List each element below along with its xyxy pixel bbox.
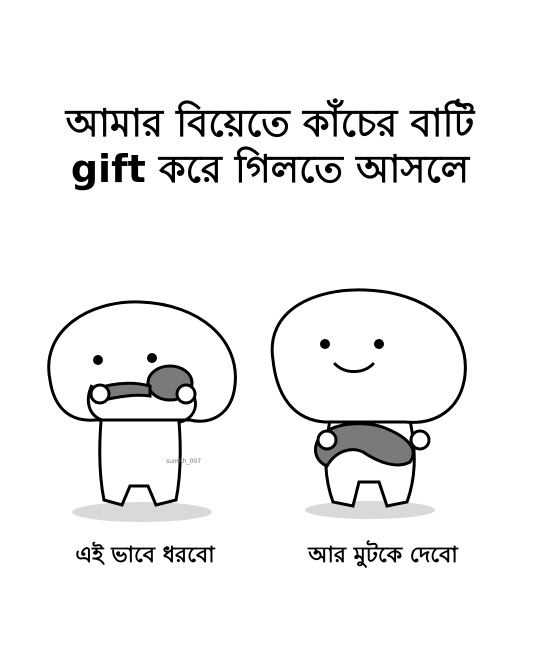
left-eye-right (147, 353, 157, 363)
right-character-illustration (255, 270, 505, 530)
right-head (272, 290, 465, 422)
right-panel-label: আর মুটকে দেবো (308, 543, 458, 568)
caption-line-2: gift করে গিলতে আসলে (70, 147, 470, 191)
meme-caption (0, 100, 540, 192)
right-character-panel (255, 270, 505, 530)
left-hand-right (177, 385, 195, 403)
right-eye-right (374, 339, 384, 349)
right-ground-shadow (305, 501, 435, 519)
caption-line-1: আমার বিয়েতে কাঁচের বাটি (65, 101, 475, 145)
left-hand-left (91, 385, 109, 403)
left-head (49, 302, 236, 421)
left-panel-label: এই ভাবে ধরবো (75, 543, 215, 568)
right-hand-right (411, 431, 429, 449)
right-hand-left (318, 431, 336, 449)
left-eye-left (93, 355, 103, 365)
left-ground-shadow (72, 502, 212, 522)
left-character-panel (40, 290, 250, 530)
watermark: sumith_007 (166, 458, 202, 465)
right-eye-left (320, 339, 330, 349)
left-character-illustration (40, 290, 250, 530)
